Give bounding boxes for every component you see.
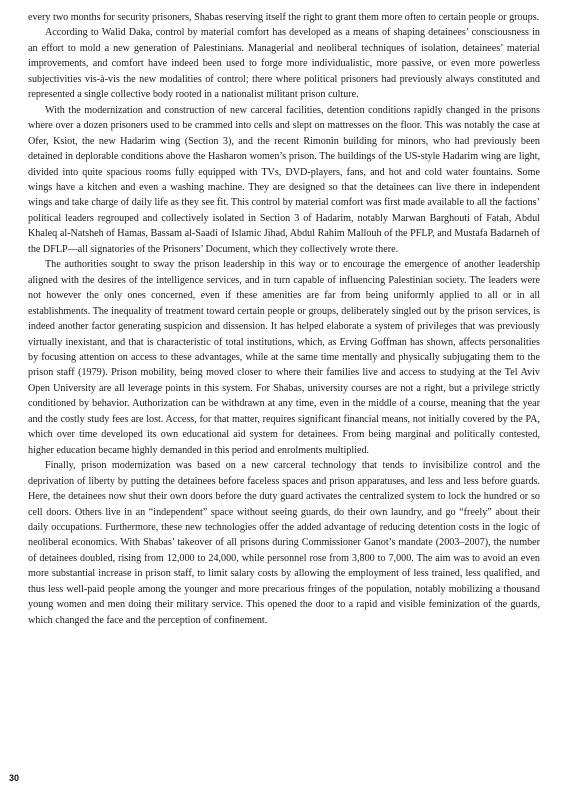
page-number: 30 [9, 773, 20, 783]
paragraph-continuation: every two months for security prisoners, Shabas reserving itself the right to grant them more often to certain people or groups. [28, 12, 540, 23]
paragraph-modernization: With the modernization and construction of new carceral facilities, detention conditions rapidly changed in the prisons where over a dozen prisoners used to be crammed into cells and slept on mattresses on the floor. This was notably the case at Ofer, Ksiot, the new Hadarim wing (Section 3), and the recent Rimonin building for minors, who had previously been detained in deplorable conditions above the Hasharon women’s prison. The buildings of the US-style Hadarim wing are light, divided into quite spacious rooms fully equipped with TVs, DVD-players, fans, and hot and cold water fountains. Some wings have a kitchen and even a washing machine. They are designed so that the detainees can live there in independent wings and take charge of daily life as they see fit. This control by material comfort was first made available to all the factions’ political leaders regrouped and collectively isolated in Section 3 of Hadarim, notably Marwan Barghouti of Fatah, Abdul Khaleq al-Natsheh of Hamas, Bassam al-Saadi of Islamic Jihad, Abdul Rahim Mallouh of the PFLP, and Mustafa Badarneh of the DFLP—all signatories of the Prisoners’ Document, which they collectively wrote there. [28, 104, 540, 255]
paragraph-authorities: The authorities sought to sway the prison leadership in this way or to encourage the emergence of another leadership aligned with the desires of the intelligence services, and in turn capable of influencing Palestinian society. The leaders were not however the only ones concerned, even if these amenities are far from being uniformly applied to all or in all establishments. The inequality of treatment toward certain people or groups, deliberately singled out by the prison services, is indeed another factor generating suspicion and dissension. It has helped elaborate a system of privileges that was previously virtually inexistant, and that is characteristic of total institutions, which, as Erving Goffman has shown, affects personalities by focusing attention on access to these advantages, while at the same time mentally and physically subjugating them to the prison staff (1979). Prison mobility, being moved closer to where their families live and access to studying at the Tel Aviv Open University are all leverage points in this system. For Shabas, university courses are not a right, but a privilege strictly conditioned by behavior. Authorization can be withdrawn at any time, even in the middle of a course, meaning that the year and the costly study fees are lost. Access, for that matter, requires significant financial means, not initially covered by the PA, which over time developed its own educational aid system for detainees. From being marginal and politically contested, higher education became highly demanded in this period and enrolments multiplied. [28, 259, 540, 456]
body-text [28, 10, 540, 628]
paragraph-carceral-technology: Finally, prison modernization was based on a new carceral technology that tends to invisibilize control and the deprivation of liberty by putting the detainees before faceless spaces and prison apparatuses, and less and less before guards. Here, the detainees now shut their own doors before the duty guard activates the centralized system to lock the hundred or so cell doors. Others live in an “independent” space without seeing guards, do their own laundry, and go “freely” about their daily occupations. Furthermore, these new technologies offer the added advantage of reducing detention costs in the logic of neoliberal economics. With Shabas’ takeover of all prisons during Commissioner Ganot’s mandate (2003–2007), the number of detainees doubled, rising from 12,000 to 24,000, while personnel rose from 3,800 to 7,000. The aim was to avoid an even more substantial increase in prison staff, to limit salary costs by allowing the employment of less trained, less qualified, and thus less well-paid people among the younger and more precarious fringes of the population, notably mobilizing a thousand young women and men doing their military service. This opened the door to a rapid and visible feminization of the guards, which changed the face and the perception of confinement. [28, 460, 540, 626]
paragraph-walid-daka: According to Walid Daka, control by material comfort has developed as a means of shaping detainees’ consciousness in an effort to mold a new generation of Palestinians. Managerial and neoliberal techniques of isolation, detainees’ material improvements, and comfort have indeed been used to forge more individualistic, more passive, or even more powerless subjectivities vis-à-vis the new modalities of control; there where political prisoners had previously always constituted and represented a single collective body rooted in a nationalist militant prison culture. [28, 27, 540, 101]
